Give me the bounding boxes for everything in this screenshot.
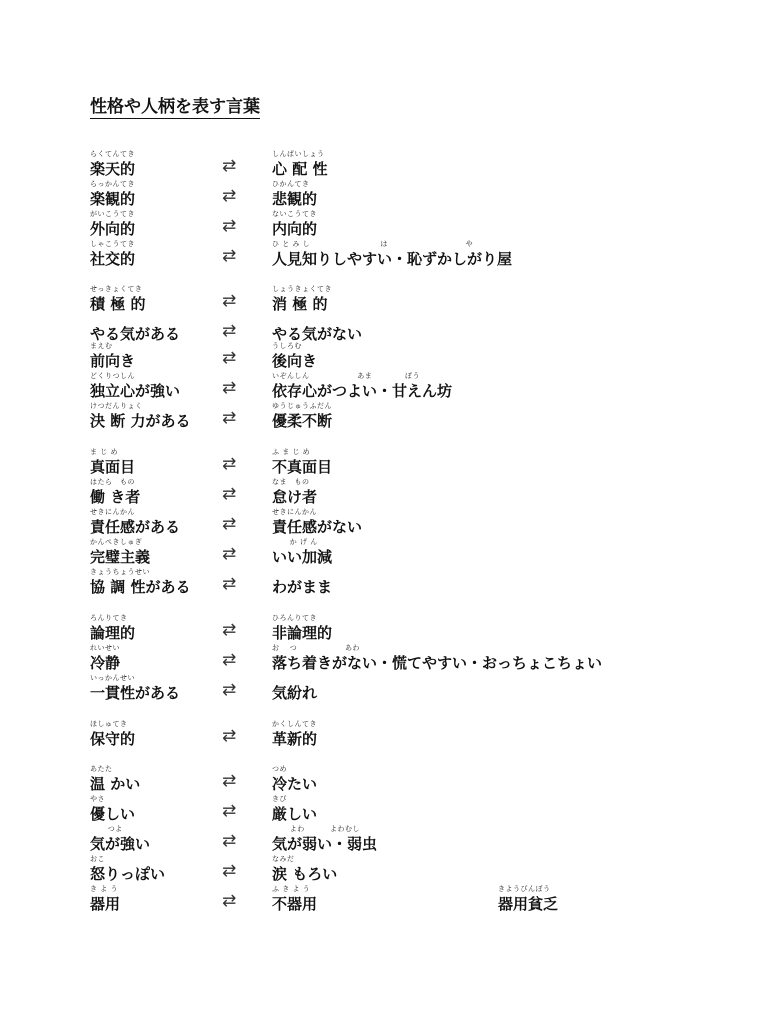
positive-trait-text: 責任感がある bbox=[90, 518, 181, 536]
positive-trait-furigana: れいせい bbox=[90, 644, 120, 652]
positive-trait-text: 楽観的 bbox=[90, 190, 136, 208]
word-pair-row: まえむ 前向き ⇄ うしろむ 後向き bbox=[90, 342, 318, 370]
opposite-trait-furigana: なみだ bbox=[272, 855, 295, 863]
positive-trait-furigana: きょうちょうせい bbox=[90, 568, 150, 576]
positive-trait-furigana: つよ bbox=[90, 825, 123, 833]
positive-trait-text: 論理的 bbox=[90, 624, 136, 642]
positive-trait-furigana: けつだんりょく bbox=[90, 402, 143, 410]
word-pair-row: ほしゅてき 保守的 ⇄ かくしんてき 革新的 bbox=[90, 720, 318, 748]
opposite-trait-furigana: ひかんてき bbox=[272, 180, 310, 188]
opposite-trait-furigana: ひ と み し は や bbox=[272, 240, 474, 248]
positive-trait-furigana: らくてんてき bbox=[90, 150, 135, 158]
word-pair-row: れいせい 冷静 ⇄ お つ あわ 落ち着きがない・慌てやすい・おっちょこちょい bbox=[90, 644, 603, 672]
opposite-trait-text: 涙 もろい bbox=[272, 865, 338, 883]
opposite-trait-furigana: しんぱいしょう bbox=[272, 150, 325, 158]
word-pair-row: きょうちょうせい 協 調 性がある ⇄ わがまま bbox=[90, 568, 333, 596]
opposite-trait-text: 内向的 bbox=[272, 220, 318, 238]
positive-trait-text: 独立心が強い bbox=[90, 382, 181, 400]
word-pair-row: やさ 優しい ⇄ きび 厳しい bbox=[90, 795, 318, 823]
opposite-trait-text: 悲観的 bbox=[272, 190, 318, 208]
positive-trait-text: 真面目 bbox=[90, 458, 136, 476]
word-pair-row: せきにんかん 責任感がある ⇄ せきにんかん 責任感がない bbox=[90, 508, 363, 536]
page-title: 性格や人柄を表す言葉 bbox=[90, 97, 260, 117]
positive-trait-text: 温 かい bbox=[90, 775, 141, 793]
positive-trait-text: 器用 bbox=[90, 895, 121, 913]
word-pair-row: ま じ め 真面目 ⇄ ふ ま じ め 不真面目 bbox=[90, 448, 333, 476]
positive-trait-furigana: はたら もの bbox=[90, 478, 135, 486]
word-pair-row: どくりつしん 独立心が強い ⇄ いぞんしん あま ぼう 依存心がつよい・甘えん坊 bbox=[90, 372, 453, 400]
word-pair-row: らくてんてき 楽天的 ⇄ しんぱいしょう 心 配 性 bbox=[90, 150, 328, 178]
positive-trait-text: 外向的 bbox=[90, 220, 136, 238]
positive-trait-furigana: ろんりてき bbox=[90, 614, 128, 622]
opposite-trait-furigana: せきにんかん bbox=[272, 508, 317, 516]
positive-trait-text: やる気がある bbox=[90, 325, 181, 343]
positive-trait-furigana: まえむ bbox=[90, 342, 113, 350]
opposite-trait-furigana: か げ ん bbox=[272, 538, 318, 546]
positive-trait-furigana: どくりつしん bbox=[90, 372, 135, 380]
positive-trait-text: 保守的 bbox=[90, 730, 136, 748]
opposite-trait-text: 依存心がつよい・甘えん坊 bbox=[272, 382, 453, 400]
opposite-trait-text: 人見知りしやすい・恥ずかしがり屋 bbox=[272, 250, 513, 268]
word-pair-row: らっかんてき 楽観的 ⇄ ひかんてき 悲観的 bbox=[90, 180, 318, 208]
opposite-trait-furigana: ないこうてき bbox=[272, 210, 317, 218]
opposite-trait-text: 消 極 的 bbox=[272, 295, 328, 313]
opposite-trait-furigana: ふ ま じ め bbox=[272, 448, 311, 456]
opposite-trait-text: わがまま bbox=[272, 578, 333, 596]
opposite-trait-text: いい加減 bbox=[272, 548, 333, 566]
word-pair-row: けつだんりょく 決 断 力がある ⇄ ゆうじゅうふだん 優柔不断 bbox=[90, 402, 333, 430]
opposite-trait-text: 不真面目 bbox=[272, 458, 333, 476]
positive-trait-text: 一貫性がある bbox=[90, 684, 181, 702]
opposite-trait-text: 責任感がない bbox=[272, 518, 363, 536]
opposite-trait-text: 優柔不断 bbox=[272, 412, 333, 430]
opposite-trait-furigana: しょうきょくてき bbox=[272, 285, 332, 293]
positive-trait-furigana: き よ う bbox=[90, 885, 118, 893]
opposite-trait-furigana: ひろんりてき bbox=[272, 614, 317, 622]
opposite-trait-furigana: いぞんしん あま ぼう bbox=[272, 372, 420, 380]
positive-trait-text: 社交的 bbox=[90, 250, 136, 268]
positive-trait-text: 怒りっぽい bbox=[90, 865, 166, 883]
word-pair-row: ろんりてき 論理的 ⇄ ひろんりてき 非論理的 bbox=[90, 614, 333, 642]
word-pair-row: き よ う 器用 ⇄ ふ き よ う 不器用 きようびんぼう 器用貧乏 bbox=[90, 885, 559, 913]
opposite-trait-furigana: ふ き よ う bbox=[272, 885, 311, 893]
word-pair-row: つよ 気が強い ⇄ よわ よわむし 気が弱い・弱虫 bbox=[90, 825, 378, 853]
positive-trait-text: 積 極 的 bbox=[90, 295, 146, 313]
positive-trait-furigana: やさ bbox=[90, 795, 105, 803]
positive-trait-text: 働 き者 bbox=[90, 488, 141, 506]
opposite-trait-furigana: ゆうじゅうふだん bbox=[272, 402, 332, 410]
opposite-trait-text: 厳しい bbox=[272, 805, 318, 823]
opposite-trait-furigana: よわ よわむし bbox=[272, 825, 360, 833]
positive-trait-furigana: ほしゅてき bbox=[90, 720, 128, 728]
opposite-trait-text: 落ち着きがない・慌てやすい・おっちょこちょい bbox=[272, 654, 603, 672]
positive-trait-text: 気が強い bbox=[90, 835, 151, 853]
opposite-trait-text: 怠け者 bbox=[272, 488, 318, 506]
positive-trait-furigana: せっきょくてき bbox=[90, 285, 143, 293]
opposite-trait-text: 気が弱い・弱虫 bbox=[272, 835, 378, 853]
word-pair-row: はたら もの 働 き者 ⇄ なま もの 怠け者 bbox=[90, 478, 318, 506]
opposite-trait-furigana: なま もの bbox=[272, 478, 310, 486]
word-pair-row: やる気がある ⇄ やる気がない bbox=[90, 321, 363, 343]
opposite-trait-furigana: かくしんてき bbox=[272, 720, 317, 728]
word-pair-row: しゃこうてき 社交的 ⇄ ひ と み し は や 人見知りしやすい・恥ずかしがり屋 bbox=[90, 240, 513, 268]
positive-trait-text: 決 断 力がある bbox=[90, 412, 191, 430]
extra-trait-text: 器用貧乏 bbox=[498, 895, 559, 913]
positive-trait-text: 協 調 性がある bbox=[90, 578, 191, 596]
positive-trait-furigana: いっかんせい bbox=[90, 674, 135, 682]
word-pair-row: おこ 怒りっぽい ⇄ なみだ 涙 もろい bbox=[90, 855, 338, 883]
positive-trait-text: 冷静 bbox=[90, 654, 121, 672]
positive-trait-furigana: がいこうてき bbox=[90, 210, 135, 218]
opposite-trait-text: 心 配 性 bbox=[272, 160, 328, 178]
opposite-trait-text: 冷たい bbox=[272, 775, 318, 793]
opposite-trait-text: 非論理的 bbox=[272, 624, 333, 642]
positive-trait-text: 前向き bbox=[90, 352, 136, 370]
word-pair-row: がいこうてき 外向的 ⇄ ないこうてき 内向的 bbox=[90, 210, 318, 238]
opposite-trait-text: 気紛れ bbox=[272, 684, 318, 702]
positive-trait-furigana: かんぺきしゅぎ bbox=[90, 538, 143, 546]
positive-trait-furigana: しゃこうてき bbox=[90, 240, 135, 248]
positive-trait-text: 完璧主義 bbox=[90, 548, 151, 566]
positive-trait-text: 優しい bbox=[90, 805, 136, 823]
opposite-trait-furigana: うしろむ bbox=[272, 342, 302, 350]
positive-trait-furigana: あたた bbox=[90, 765, 113, 773]
positive-trait-furigana: ま じ め bbox=[90, 448, 118, 456]
opposite-trait-text: 不器用 bbox=[272, 895, 318, 913]
word-pair-row: あたた 温 かい ⇄ つめ 冷たい bbox=[90, 765, 318, 793]
positive-trait-furigana: おこ bbox=[90, 855, 105, 863]
word-pair-row: いっかんせい 一貫性がある ⇄ 気紛れ bbox=[90, 674, 318, 702]
word-pair-row: かんぺきしゅぎ 完璧主義 ⇄ か げ ん いい加減 bbox=[90, 538, 333, 566]
opposite-trait-furigana: きび bbox=[272, 795, 287, 803]
positive-trait-text: 楽天的 bbox=[90, 160, 136, 178]
positive-trait-furigana: らっかんてき bbox=[90, 180, 135, 188]
opposite-trait-text: やる気がない bbox=[272, 325, 363, 343]
positive-trait-furigana: せきにんかん bbox=[90, 508, 135, 516]
opposite-trait-text: 後向き bbox=[272, 352, 318, 370]
word-pair-row: せっきょくてき 積 極 的 ⇄ しょうきょくてき 消 極 的 bbox=[90, 285, 332, 313]
extra-trait-furigana: きようびんぼう bbox=[498, 885, 551, 893]
opposite-trait-furigana: つめ bbox=[272, 765, 287, 773]
opposite-trait-furigana: お つ あわ bbox=[272, 644, 360, 652]
opposite-trait-text: 革新的 bbox=[272, 730, 318, 748]
